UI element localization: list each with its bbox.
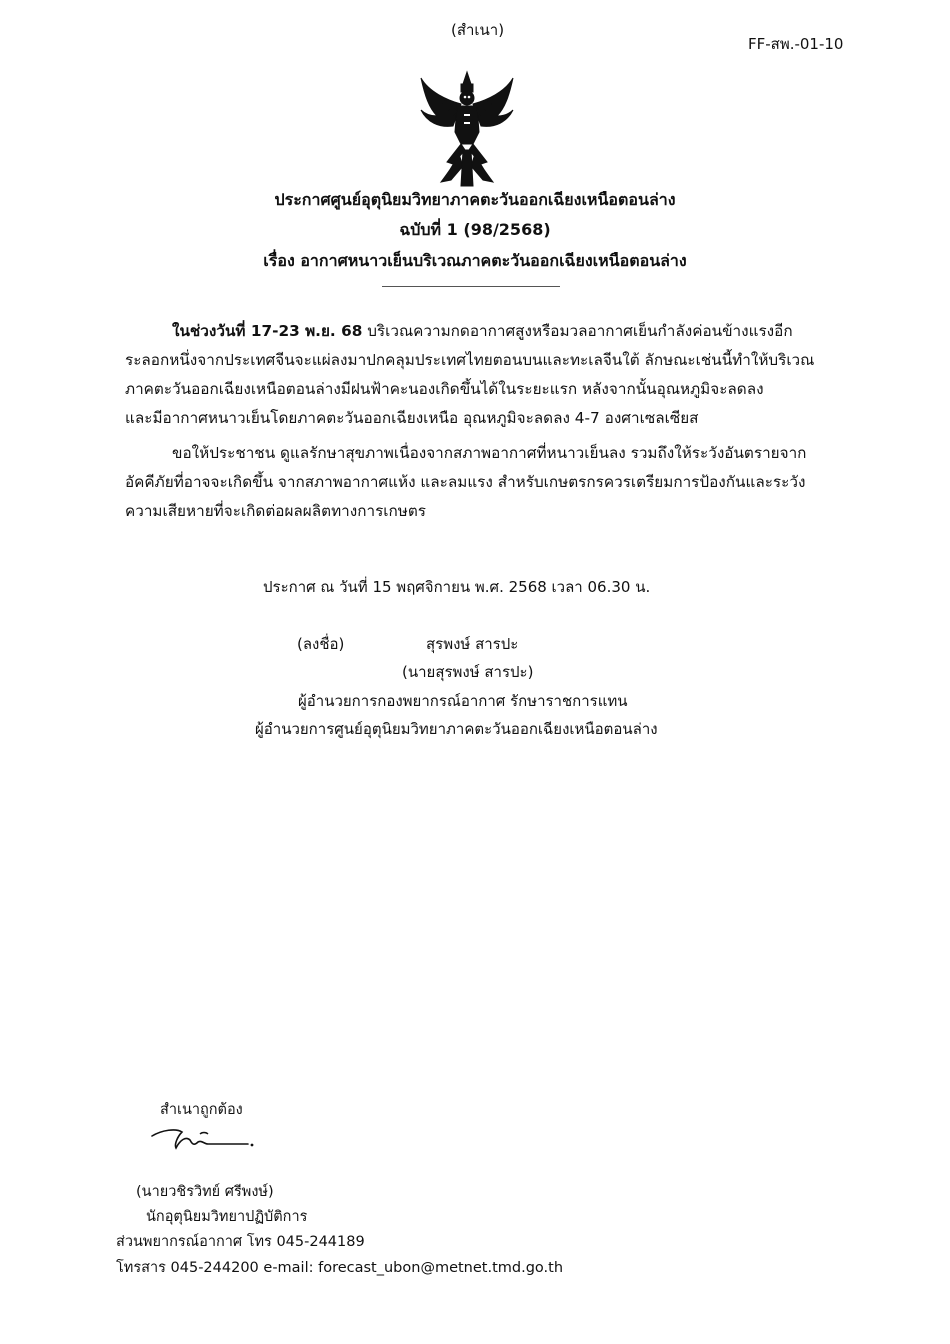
certifier-name: (นายวชิรวิทย์ ศรีพงษ์): [136, 1184, 274, 1200]
garuda-emblem-icon: [417, 70, 517, 188]
certifier-position: นักอุตุนิยมวิทยาปฏิบัติการ: [146, 1209, 308, 1225]
sign-label: (ลงชื่อ): [297, 635, 345, 653]
signer-position: ผู้อำนวยการศูนย์อุตุนิยมวิทยาภาคตะวันออกเฉียงเหนือตอนล่าง: [255, 720, 658, 738]
body-line: ความเสียหายที่จะเกิดต่อผลผลิตทางการเกษตร: [125, 502, 427, 520]
announcement-subject: เรื่อง อากาศหนาวเย็นบริเวณภาคตะวันออกเฉียงเหนือตอนล่าง: [263, 251, 687, 270]
body-line: ภาคตะวันออกเฉียงเหนือตอนล่างมีฝนฟ้าคะนองเกิดขึ้นได้ในระยะแรก หลังจากนั้นอุณหภูมิจะลดลง: [125, 380, 764, 398]
body-text: บริเวณความกดอากาศสูงหรือมวลอากาศเย็นกำลังค่อนข้างแรงอีก: [362, 322, 793, 340]
copy-mark: (สำเนา): [451, 21, 505, 39]
form-code: FF-สพ.-01-10: [748, 35, 844, 53]
announcement-title: ประกาศศูนย์อุตุนิยมวิทยาภาคตะวันออกเฉียงเหนือตอนล่าง: [274, 190, 676, 209]
body-line: [172, 318, 793, 343]
body-line: ระลอกหนึ่งจากประเทศจีนจะแผ่ลงมาปกคลุมประเทศไทยตอนบนและทะเลจีนใต้ ลักษณะเช่นนี้ทำให้บริเวณ: [125, 351, 815, 369]
title-divider: [382, 286, 560, 287]
body-line: และมีอากาศหนาวเย็นโดยภาคตะวันออกเฉียงเหนือ อุณหภูมิจะลดลง 4-7 องศาเซลเซียส: [125, 409, 699, 427]
handwritten-signature: [148, 1122, 258, 1156]
body-line: อัคคีภัยที่อาจจะเกิดขึ้น จากสภาพอากาศแห้ง และลมแรง สำหรับเกษตรกรควรเตรียมการป้องกันและระวัง: [125, 473, 806, 491]
contact-phone: ส่วนพยากรณ์อากาศ โทร 045-244189: [116, 1234, 365, 1250]
signer-position: ผู้อำนวยการกองพยากรณ์อากาศ รักษาราชการแทน: [298, 692, 628, 710]
body-line: ขอให้ประชาชน ดูแลรักษาสุขภาพเนื่องจากสภาพอากาศที่หนาวเย็นลง รวมถึงให้ระวังอันตรายจาก: [172, 444, 807, 462]
signer-name: (นายสุรพงษ์ สารปะ): [402, 663, 534, 681]
contact-fax-email: โทรสาร 045-244200 e-mail: forecast_ubon@metnet.tmd.go.th: [116, 1260, 564, 1276]
announcement-number: ฉบับที่ 1 (98/2568): [399, 220, 551, 239]
certified-copy-label: สำเนาถูกต้อง: [160, 1102, 243, 1118]
date-range: ในช่วงวันที่ 17-23 พ.ย. 68: [172, 322, 363, 340]
announce-date: ประกาศ ณ วันที่ 15 พฤศจิกายน พ.ศ. 2568 เวลา 06.30 น.: [263, 578, 651, 596]
signer-signature: สุรพงษ์ สารปะ: [426, 635, 519, 653]
